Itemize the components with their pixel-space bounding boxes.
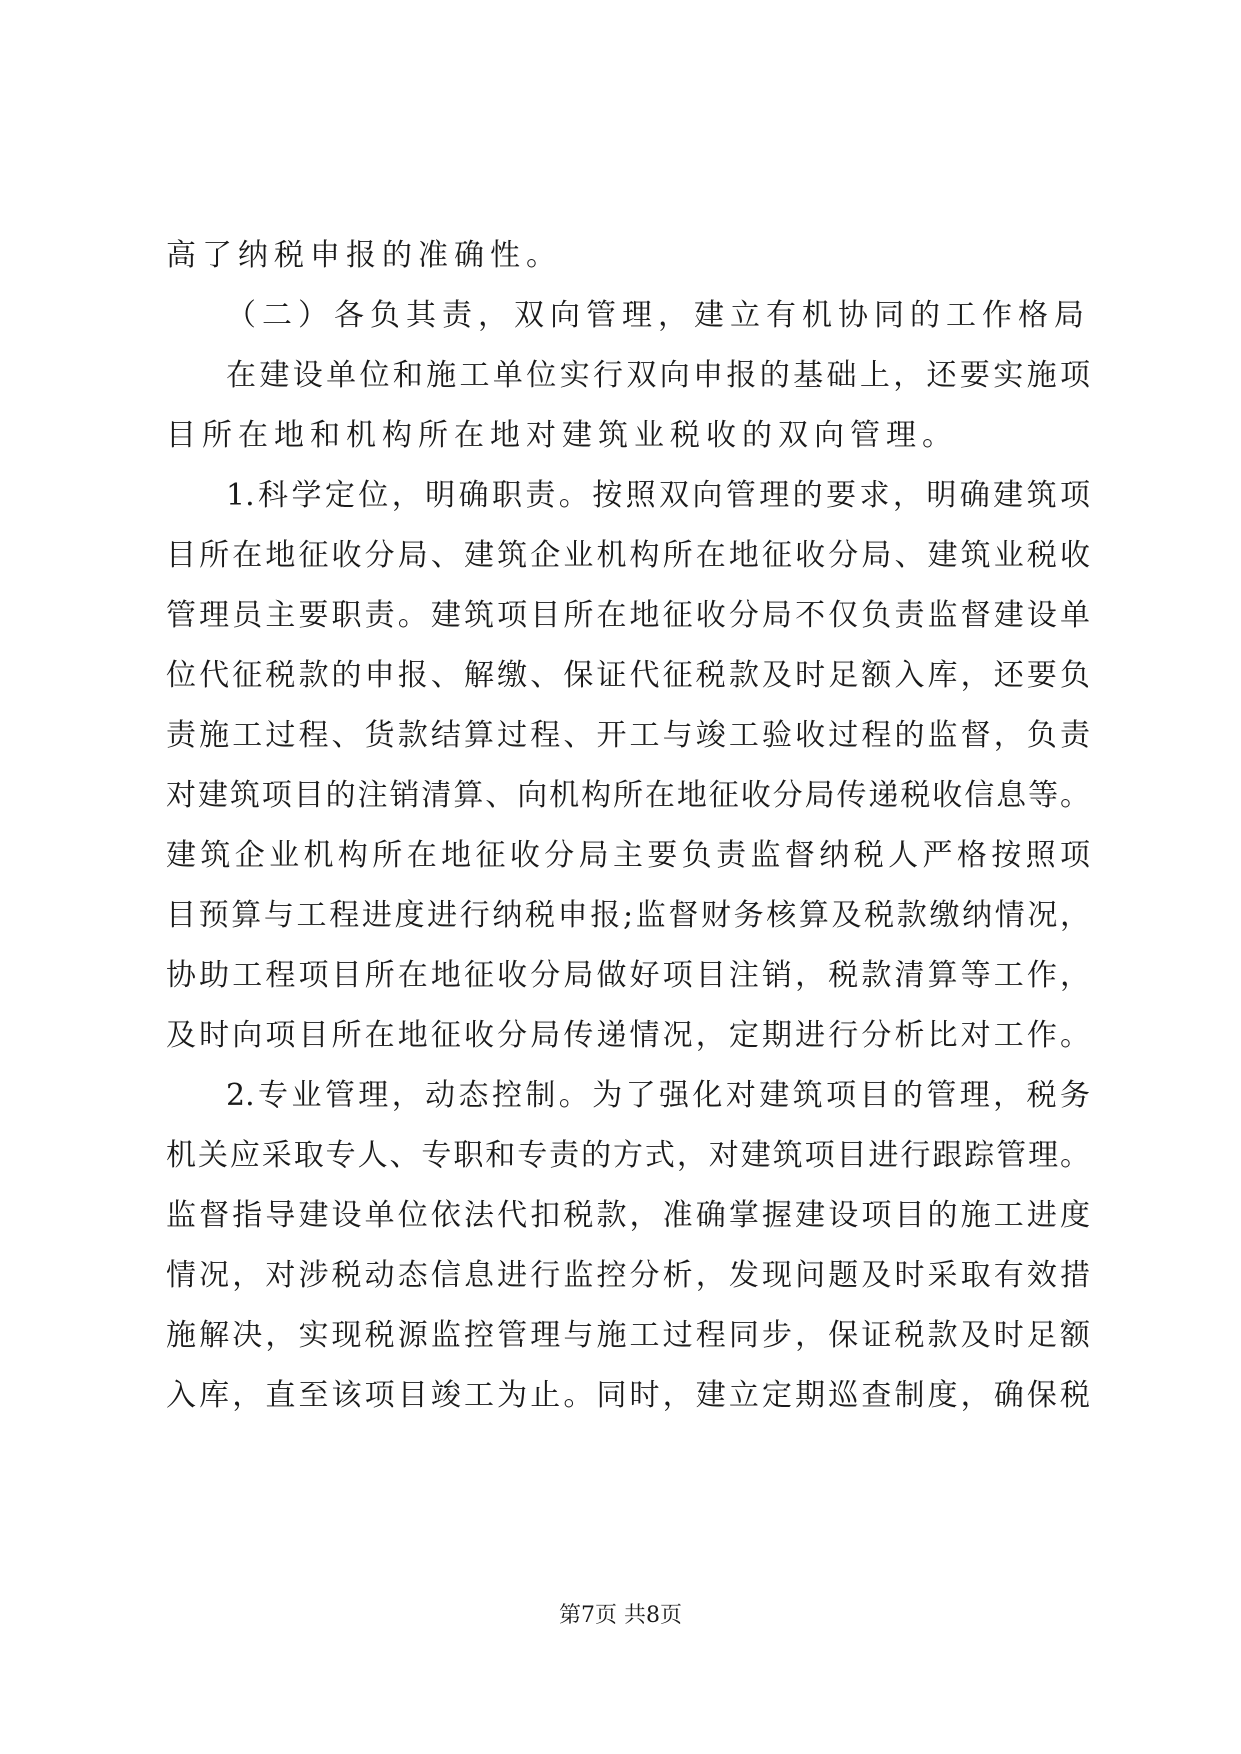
- section-heading: （二）各负其责，双向管理，建立有机协同的工作格局: [226, 298, 1090, 333]
- text-line: 责施工过程、货款结算过程、开工与竣工验收过程的监督，负责: [166, 718, 1090, 753]
- page-footer: [0, 1600, 1241, 1632]
- text-line: 机关应采取专人、专职和专责的方式，对建筑项目进行跟踪管理。: [166, 1138, 1090, 1173]
- text-line: 位代征税款的申报、解缴、保证代征税款及时足额入库，还要负: [166, 658, 1090, 693]
- text-line: 目预算与工程进度进行纳税申报;监督财务核算及税款缴纳情况，: [166, 898, 1090, 933]
- page-number: 第7页 共8页: [559, 1603, 682, 1628]
- text-line: 1.科学定位，明确职责。按照双向管理的要求，明确建筑项: [226, 478, 1090, 513]
- text-line: 监督指导建设单位依法代扣税款，准确掌握建设项目的施工进度: [166, 1198, 1090, 1233]
- text-line: 施解决，实现税源监控管理与施工过程同步，保证税款及时足额: [166, 1318, 1090, 1353]
- text-line: 高了纳税申报的准确性。: [166, 238, 562, 273]
- text-line: 在建设单位和施工单位实行双向申报的基础上，还要实施项: [226, 358, 1090, 393]
- text-line: 目所在地征收分局、建筑企业机构所在地征收分局、建筑业税收: [166, 538, 1090, 573]
- text-line: 情况，对涉税动态信息进行监控分析，发现问题及时采取有效措: [166, 1258, 1090, 1293]
- text-line: 2.专业管理，动态控制。为了强化对建筑项目的管理，税务: [226, 1078, 1090, 1113]
- document-body: [166, 226, 1090, 1426]
- text-line: 及时向项目所在地征收分局传递情况，定期进行分析比对工作。: [166, 1018, 1090, 1053]
- text-line: 目所在地和机构所在地对建筑业税收的双向管理。: [166, 418, 958, 453]
- text-line: 入库，直至该项目竣工为止。同时，建立定期巡查制度，确保税: [166, 1378, 1090, 1413]
- text-line: 建筑企业机构所在地征收分局主要负责监督纳税人严格按照项: [166, 838, 1090, 873]
- text-line: 协助工程项目所在地征收分局做好项目注销，税款清算等工作，: [166, 958, 1090, 993]
- text-line: 对建筑项目的注销清算、向机构所在地征收分局传递税收信息等。: [166, 778, 1090, 813]
- text-line: 管理员主要职责。建筑项目所在地征收分局不仅负责监督建设单: [166, 598, 1090, 633]
